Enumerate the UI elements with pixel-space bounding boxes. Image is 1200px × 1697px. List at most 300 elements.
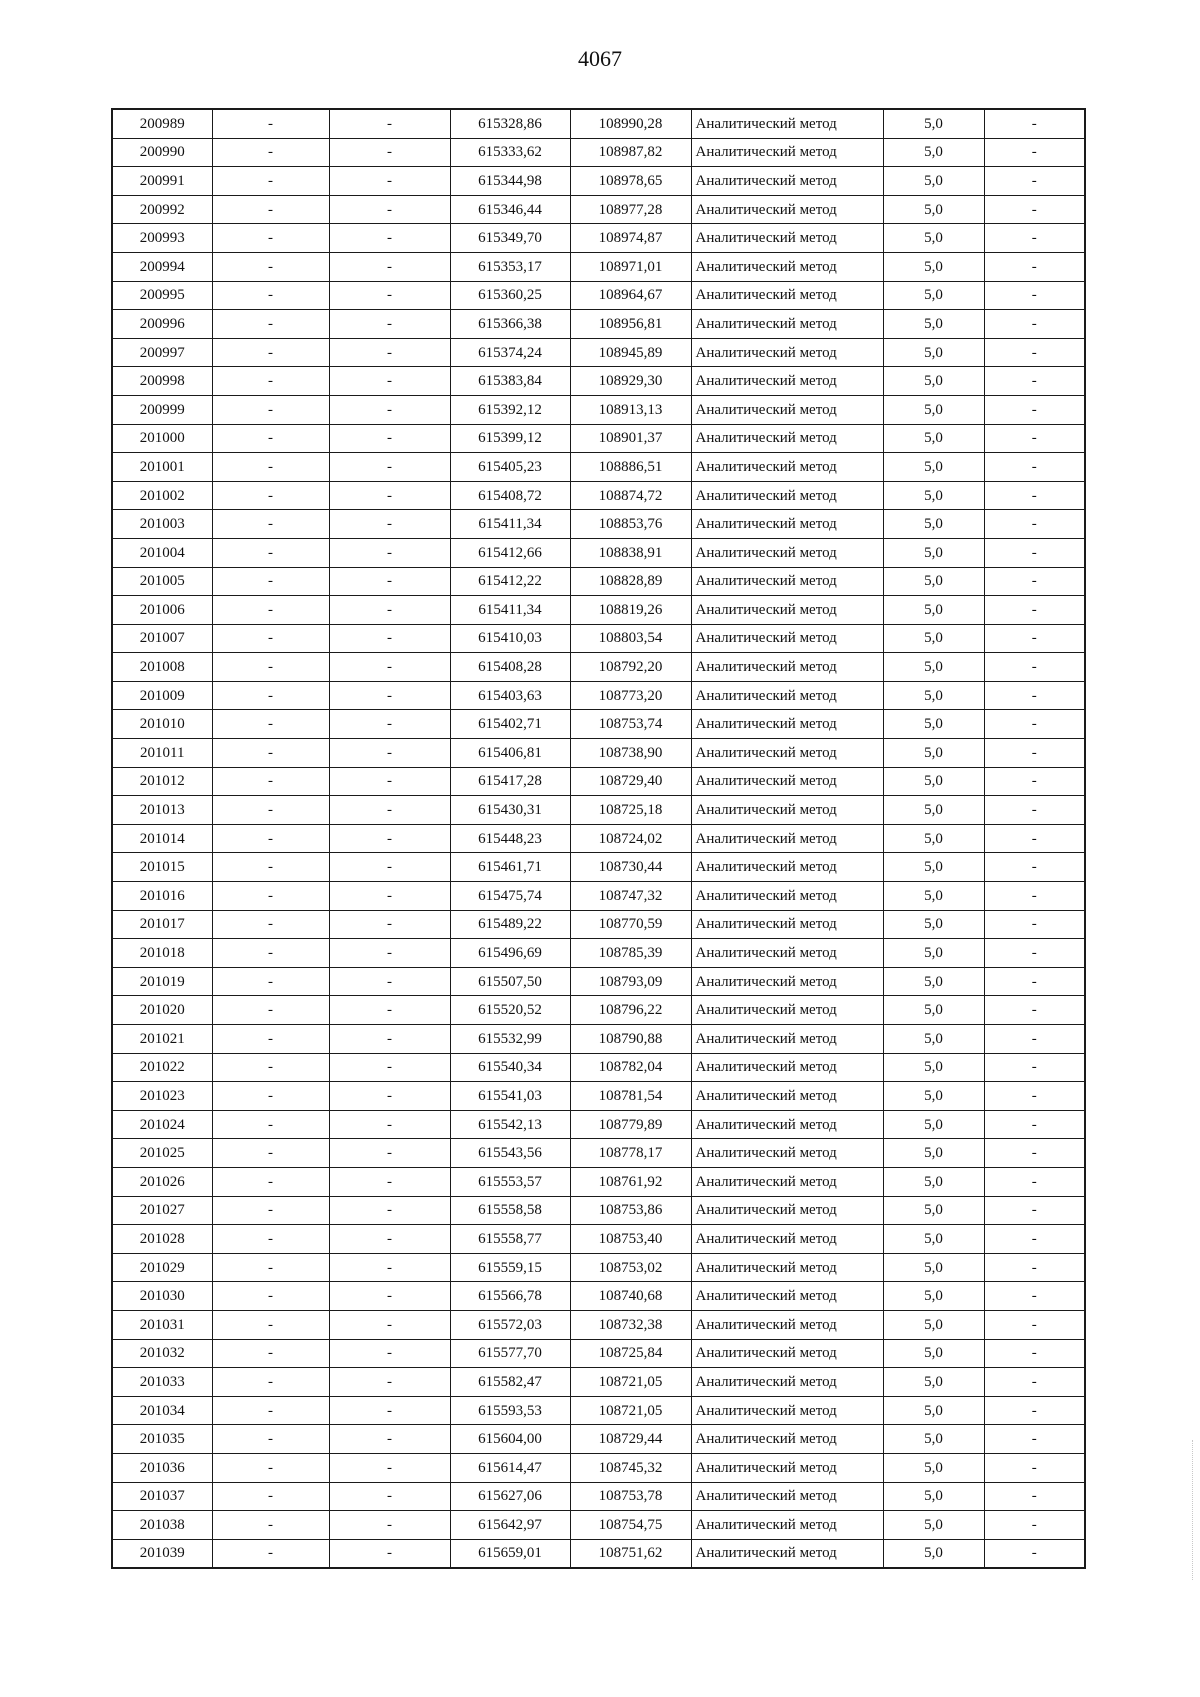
blank-cell-b: - <box>329 910 450 939</box>
y-coordinate-cell: 108721,05 <box>570 1396 691 1425</box>
point-number-cell: 201004 <box>112 538 212 567</box>
point-number-cell: 201009 <box>112 681 212 710</box>
blank-cell-c: - <box>984 996 1085 1025</box>
accuracy-cell: 5,0 <box>883 910 984 939</box>
x-coordinate-cell: 615559,15 <box>450 1253 570 1282</box>
method-cell: Аналитический метод <box>691 1253 883 1282</box>
x-coordinate-cell: 615642,97 <box>450 1511 570 1540</box>
point-number-cell: 200992 <box>112 195 212 224</box>
y-coordinate-cell: 108796,22 <box>570 996 691 1025</box>
table-row <box>112 1539 1085 1568</box>
blank-cell-a: - <box>212 510 329 539</box>
table-row <box>112 195 1085 224</box>
method-cell: Аналитический метод <box>691 853 883 882</box>
blank-cell-a: - <box>212 367 329 396</box>
point-number-cell: 201002 <box>112 481 212 510</box>
point-number-cell: 201011 <box>112 739 212 768</box>
blank-cell-c: - <box>984 453 1085 482</box>
blank-cell-c: - <box>984 796 1085 825</box>
table-row <box>112 910 1085 939</box>
point-number-cell: 201030 <box>112 1282 212 1311</box>
blank-cell-b: - <box>329 1110 450 1139</box>
point-number-cell: 201027 <box>112 1196 212 1225</box>
method-cell: Аналитический метод <box>691 109 883 138</box>
point-number-cell: 201007 <box>112 624 212 653</box>
coordinates-table <box>111 108 1086 1569</box>
blank-cell-b: - <box>329 739 450 768</box>
blank-cell-c: - <box>984 1167 1085 1196</box>
blank-cell-b: - <box>329 1053 450 1082</box>
y-coordinate-cell: 108987,82 <box>570 138 691 167</box>
table-row <box>112 653 1085 682</box>
accuracy-cell: 5,0 <box>883 1053 984 1082</box>
blank-cell-b: - <box>329 195 450 224</box>
method-cell: Аналитический метод <box>691 1225 883 1254</box>
blank-cell-a: - <box>212 1453 329 1482</box>
table-row <box>112 138 1085 167</box>
table-row <box>112 395 1085 424</box>
blank-cell-c: - <box>984 338 1085 367</box>
point-number-cell: 201036 <box>112 1453 212 1482</box>
x-coordinate-cell: 615543,56 <box>450 1139 570 1168</box>
table-row <box>112 281 1085 310</box>
x-coordinate-cell: 615507,50 <box>450 967 570 996</box>
point-number-cell: 201010 <box>112 710 212 739</box>
blank-cell-c: - <box>984 1482 1085 1511</box>
blank-cell-a: - <box>212 624 329 653</box>
blank-cell-b: - <box>329 1368 450 1397</box>
blank-cell-b: - <box>329 224 450 253</box>
x-coordinate-cell: 615349,70 <box>450 224 570 253</box>
blank-cell-c: - <box>984 767 1085 796</box>
point-number-cell: 201018 <box>112 939 212 968</box>
y-coordinate-cell: 108721,05 <box>570 1368 691 1397</box>
accuracy-cell: 5,0 <box>883 1453 984 1482</box>
blank-cell-c: - <box>984 624 1085 653</box>
y-coordinate-cell: 108753,40 <box>570 1225 691 1254</box>
method-cell: Аналитический метод <box>691 1025 883 1054</box>
blank-cell-c: - <box>984 824 1085 853</box>
blank-cell-a: - <box>212 853 329 882</box>
y-coordinate-cell: 108773,20 <box>570 681 691 710</box>
method-cell: Аналитический метод <box>691 624 883 653</box>
method-cell: Аналитический метод <box>691 1453 883 1482</box>
accuracy-cell: 5,0 <box>883 1396 984 1425</box>
accuracy-cell: 5,0 <box>883 1310 984 1339</box>
x-coordinate-cell: 615475,74 <box>450 882 570 911</box>
accuracy-cell: 5,0 <box>883 1339 984 1368</box>
point-number-cell: 201024 <box>112 1110 212 1139</box>
blank-cell-a: - <box>212 538 329 567</box>
blank-cell-b: - <box>329 395 450 424</box>
blank-cell-c: - <box>984 739 1085 768</box>
accuracy-cell: 5,0 <box>883 710 984 739</box>
blank-cell-c: - <box>984 1139 1085 1168</box>
blank-cell-a: - <box>212 1310 329 1339</box>
point-number-cell: 200997 <box>112 338 212 367</box>
blank-cell-b: - <box>329 882 450 911</box>
blank-cell-a: - <box>212 1196 329 1225</box>
blank-cell-c: - <box>984 281 1085 310</box>
point-number-cell: 201008 <box>112 653 212 682</box>
blank-cell-a: - <box>212 767 329 796</box>
blank-cell-b: - <box>329 939 450 968</box>
y-coordinate-cell: 108745,32 <box>570 1453 691 1482</box>
y-coordinate-cell: 108753,02 <box>570 1253 691 1282</box>
blank-cell-a: - <box>212 453 329 482</box>
y-coordinate-cell: 108964,67 <box>570 281 691 310</box>
blank-cell-c: - <box>984 395 1085 424</box>
table-row <box>112 310 1085 339</box>
x-coordinate-cell: 615399,12 <box>450 424 570 453</box>
y-coordinate-cell: 108753,78 <box>570 1482 691 1511</box>
table-row <box>112 1025 1085 1054</box>
y-coordinate-cell: 108732,38 <box>570 1310 691 1339</box>
blank-cell-a: - <box>212 1110 329 1139</box>
method-cell: Аналитический метод <box>691 367 883 396</box>
blank-cell-c: - <box>984 538 1085 567</box>
point-number-cell: 200998 <box>112 367 212 396</box>
point-number-cell: 201003 <box>112 510 212 539</box>
accuracy-cell: 5,0 <box>883 1082 984 1111</box>
x-coordinate-cell: 615520,52 <box>450 996 570 1025</box>
x-coordinate-cell: 615430,31 <box>450 796 570 825</box>
accuracy-cell: 5,0 <box>883 310 984 339</box>
blank-cell-a: - <box>212 338 329 367</box>
point-number-cell: 201016 <box>112 882 212 911</box>
point-number-cell: 201032 <box>112 1339 212 1368</box>
blank-cell-c: - <box>984 1253 1085 1282</box>
y-coordinate-cell: 108790,88 <box>570 1025 691 1054</box>
y-coordinate-cell: 108781,54 <box>570 1082 691 1111</box>
accuracy-cell: 5,0 <box>883 853 984 882</box>
method-cell: Аналитический метод <box>691 395 883 424</box>
accuracy-cell: 5,0 <box>883 1167 984 1196</box>
accuracy-cell: 5,0 <box>883 1225 984 1254</box>
blank-cell-a: - <box>212 167 329 196</box>
method-cell: Аналитический метод <box>691 1511 883 1540</box>
x-coordinate-cell: 615412,22 <box>450 567 570 596</box>
blank-cell-c: - <box>984 1110 1085 1139</box>
x-coordinate-cell: 615496,69 <box>450 939 570 968</box>
accuracy-cell: 5,0 <box>883 996 984 1025</box>
blank-cell-a: - <box>212 1139 329 1168</box>
y-coordinate-cell: 108729,40 <box>570 767 691 796</box>
accuracy-cell: 5,0 <box>883 1139 984 1168</box>
y-coordinate-cell: 108913,13 <box>570 395 691 424</box>
blank-cell-c: - <box>984 109 1085 138</box>
y-coordinate-cell: 108990,28 <box>570 109 691 138</box>
accuracy-cell: 5,0 <box>883 624 984 653</box>
blank-cell-b: - <box>329 510 450 539</box>
accuracy-cell: 5,0 <box>883 1511 984 1540</box>
accuracy-cell: 5,0 <box>883 824 984 853</box>
point-number-cell: 201031 <box>112 1310 212 1339</box>
table-row <box>112 1053 1085 1082</box>
table-row <box>112 681 1085 710</box>
x-coordinate-cell: 615627,06 <box>450 1482 570 1511</box>
blank-cell-c: - <box>984 481 1085 510</box>
page-number: 4067 <box>578 46 622 71</box>
blank-cell-a: - <box>212 739 329 768</box>
point-number-cell: 201015 <box>112 853 212 882</box>
table-row <box>112 424 1085 453</box>
table-row <box>112 567 1085 596</box>
blank-cell-b: - <box>329 710 450 739</box>
blank-cell-c: - <box>984 1282 1085 1311</box>
x-coordinate-cell: 615412,66 <box>450 538 570 567</box>
y-coordinate-cell: 108753,74 <box>570 710 691 739</box>
blank-cell-a: - <box>212 224 329 253</box>
blank-cell-b: - <box>329 596 450 625</box>
blank-cell-a: - <box>212 796 329 825</box>
blank-cell-a: - <box>212 910 329 939</box>
method-cell: Аналитический метод <box>691 710 883 739</box>
method-cell: Аналитический метод <box>691 424 883 453</box>
point-number-cell: 201035 <box>112 1425 212 1454</box>
method-cell: Аналитический метод <box>691 1139 883 1168</box>
accuracy-cell: 5,0 <box>883 767 984 796</box>
blank-cell-c: - <box>984 596 1085 625</box>
blank-cell-b: - <box>329 138 450 167</box>
method-cell: Аналитический метод <box>691 1310 883 1339</box>
y-coordinate-cell: 108874,72 <box>570 481 691 510</box>
blank-cell-b: - <box>329 1139 450 1168</box>
x-coordinate-cell: 615383,84 <box>450 367 570 396</box>
blank-cell-c: - <box>984 1425 1085 1454</box>
method-cell: Аналитический метод <box>691 281 883 310</box>
accuracy-cell: 5,0 <box>883 1025 984 1054</box>
table-row <box>112 481 1085 510</box>
blank-cell-b: - <box>329 1196 450 1225</box>
blank-cell-b: - <box>329 1511 450 1540</box>
x-coordinate-cell: 615411,34 <box>450 510 570 539</box>
blank-cell-a: - <box>212 1539 329 1568</box>
accuracy-cell: 5,0 <box>883 681 984 710</box>
accuracy-cell: 5,0 <box>883 939 984 968</box>
blank-cell-a: - <box>212 252 329 281</box>
blank-cell-c: - <box>984 1196 1085 1225</box>
method-cell: Аналитический метод <box>691 1053 883 1082</box>
blank-cell-b: - <box>329 1539 450 1568</box>
blank-cell-c: - <box>984 424 1085 453</box>
table-row <box>112 882 1085 911</box>
x-coordinate-cell: 615374,24 <box>450 338 570 367</box>
method-cell: Аналитический метод <box>691 767 883 796</box>
method-cell: Аналитический метод <box>691 596 883 625</box>
blank-cell-b: - <box>329 167 450 196</box>
blank-cell-a: - <box>212 481 329 510</box>
x-coordinate-cell: 615604,00 <box>450 1425 570 1454</box>
x-coordinate-cell: 615553,57 <box>450 1167 570 1196</box>
x-coordinate-cell: 615659,01 <box>450 1539 570 1568</box>
x-coordinate-cell: 615572,03 <box>450 1310 570 1339</box>
y-coordinate-cell: 108747,32 <box>570 882 691 911</box>
table-row <box>112 224 1085 253</box>
blank-cell-b: - <box>329 967 450 996</box>
blank-cell-c: - <box>984 1025 1085 1054</box>
point-number-cell: 201020 <box>112 996 212 1025</box>
blank-cell-b: - <box>329 252 450 281</box>
accuracy-cell: 5,0 <box>883 1368 984 1397</box>
blank-cell-c: - <box>984 910 1085 939</box>
blank-cell-c: - <box>984 224 1085 253</box>
method-cell: Аналитический метод <box>691 310 883 339</box>
y-coordinate-cell: 108730,44 <box>570 853 691 882</box>
point-number-cell: 201014 <box>112 824 212 853</box>
accuracy-cell: 5,0 <box>883 596 984 625</box>
point-number-cell: 201028 <box>112 1225 212 1254</box>
blank-cell-c: - <box>984 195 1085 224</box>
blank-cell-b: - <box>329 1253 450 1282</box>
table-row <box>112 109 1085 138</box>
point-number-cell: 200993 <box>112 224 212 253</box>
blank-cell-c: - <box>984 1511 1085 1540</box>
table-row <box>112 1167 1085 1196</box>
blank-cell-a: - <box>212 567 329 596</box>
x-coordinate-cell: 615360,25 <box>450 281 570 310</box>
method-cell: Аналитический метод <box>691 224 883 253</box>
y-coordinate-cell: 108740,68 <box>570 1282 691 1311</box>
blank-cell-a: - <box>212 1425 329 1454</box>
method-cell: Аналитический метод <box>691 653 883 682</box>
table-row <box>112 453 1085 482</box>
blank-cell-c: - <box>984 1310 1085 1339</box>
table-row <box>112 853 1085 882</box>
point-number-cell: 201022 <box>112 1053 212 1082</box>
accuracy-cell: 5,0 <box>883 653 984 682</box>
accuracy-cell: 5,0 <box>883 1253 984 1282</box>
point-number-cell: 201021 <box>112 1025 212 1054</box>
x-coordinate-cell: 615410,03 <box>450 624 570 653</box>
table-row <box>112 1196 1085 1225</box>
blank-cell-b: - <box>329 853 450 882</box>
blank-cell-b: - <box>329 1339 450 1368</box>
method-cell: Аналитический метод <box>691 1110 883 1139</box>
accuracy-cell: 5,0 <box>883 739 984 768</box>
y-coordinate-cell: 108803,54 <box>570 624 691 653</box>
accuracy-cell: 5,0 <box>883 395 984 424</box>
blank-cell-a: - <box>212 1511 329 1540</box>
blank-cell-a: - <box>212 1282 329 1311</box>
point-number-cell: 201025 <box>112 1139 212 1168</box>
table-row <box>112 996 1085 1025</box>
blank-cell-b: - <box>329 424 450 453</box>
x-coordinate-cell: 615328,86 <box>450 109 570 138</box>
blank-cell-c: - <box>984 653 1085 682</box>
method-cell: Аналитический метод <box>691 996 883 1025</box>
blank-cell-a: - <box>212 281 329 310</box>
blank-cell-c: - <box>984 510 1085 539</box>
table-row <box>112 1482 1085 1511</box>
table-row <box>112 1253 1085 1282</box>
blank-cell-a: - <box>212 424 329 453</box>
accuracy-cell: 5,0 <box>883 1196 984 1225</box>
y-coordinate-cell: 108793,09 <box>570 967 691 996</box>
method-cell: Аналитический метод <box>691 1368 883 1397</box>
table-row <box>112 1139 1085 1168</box>
x-coordinate-cell: 615577,70 <box>450 1339 570 1368</box>
blank-cell-a: - <box>212 109 329 138</box>
blank-cell-c: - <box>984 252 1085 281</box>
blank-cell-b: - <box>329 538 450 567</box>
point-number-cell: 201034 <box>112 1396 212 1425</box>
method-cell: Аналитический метод <box>691 739 883 768</box>
accuracy-cell: 5,0 <box>883 796 984 825</box>
x-coordinate-cell: 615333,62 <box>450 138 570 167</box>
point-number-cell: 201019 <box>112 967 212 996</box>
blank-cell-b: - <box>329 109 450 138</box>
x-coordinate-cell: 615489,22 <box>450 910 570 939</box>
blank-cell-a: - <box>212 681 329 710</box>
point-number-cell: 201013 <box>112 796 212 825</box>
blank-cell-a: - <box>212 1253 329 1282</box>
blank-cell-c: - <box>984 853 1085 882</box>
accuracy-cell: 5,0 <box>883 281 984 310</box>
y-coordinate-cell: 108761,92 <box>570 1167 691 1196</box>
blank-cell-c: - <box>984 1339 1085 1368</box>
blank-cell-b: - <box>329 824 450 853</box>
point-number-cell: 201029 <box>112 1253 212 1282</box>
blank-cell-a: - <box>212 653 329 682</box>
y-coordinate-cell: 108828,89 <box>570 567 691 596</box>
accuracy-cell: 5,0 <box>883 538 984 567</box>
blank-cell-c: - <box>984 1396 1085 1425</box>
blank-cell-a: - <box>212 1396 329 1425</box>
blank-cell-a: - <box>212 138 329 167</box>
blank-cell-a: - <box>212 882 329 911</box>
point-number-cell: 201039 <box>112 1539 212 1568</box>
table-row <box>112 1310 1085 1339</box>
blank-cell-c: - <box>984 1368 1085 1397</box>
blank-cell-b: - <box>329 624 450 653</box>
blank-cell-a: - <box>212 939 329 968</box>
method-cell: Аналитический метод <box>691 1167 883 1196</box>
x-coordinate-cell: 615402,71 <box>450 710 570 739</box>
table-row <box>112 510 1085 539</box>
blank-cell-a: - <box>212 1025 329 1054</box>
method-cell: Аналитический метод <box>691 567 883 596</box>
blank-cell-b: - <box>329 653 450 682</box>
x-coordinate-cell: 615417,28 <box>450 767 570 796</box>
y-coordinate-cell: 108785,39 <box>570 939 691 968</box>
table-row <box>112 1225 1085 1254</box>
y-coordinate-cell: 108974,87 <box>570 224 691 253</box>
method-cell: Аналитический метод <box>691 824 883 853</box>
y-coordinate-cell: 108753,86 <box>570 1196 691 1225</box>
x-coordinate-cell: 615366,38 <box>450 310 570 339</box>
accuracy-cell: 5,0 <box>883 252 984 281</box>
point-number-cell: 200999 <box>112 395 212 424</box>
y-coordinate-cell: 108725,18 <box>570 796 691 825</box>
point-number-cell: 200991 <box>112 167 212 196</box>
blank-cell-b: - <box>329 281 450 310</box>
x-coordinate-cell: 615448,23 <box>450 824 570 853</box>
x-coordinate-cell: 615614,47 <box>450 1453 570 1482</box>
blank-cell-b: - <box>329 1453 450 1482</box>
method-cell: Аналитический метод <box>691 939 883 968</box>
y-coordinate-cell: 108819,26 <box>570 596 691 625</box>
table-row <box>112 967 1085 996</box>
blank-cell-c: - <box>984 967 1085 996</box>
blank-cell-c: - <box>984 681 1085 710</box>
blank-cell-a: - <box>212 1167 329 1196</box>
x-coordinate-cell: 615405,23 <box>450 453 570 482</box>
blank-cell-b: - <box>329 1025 450 1054</box>
method-cell: Аналитический метод <box>691 453 883 482</box>
x-coordinate-cell: 615541,03 <box>450 1082 570 1111</box>
blank-cell-b: - <box>329 996 450 1025</box>
